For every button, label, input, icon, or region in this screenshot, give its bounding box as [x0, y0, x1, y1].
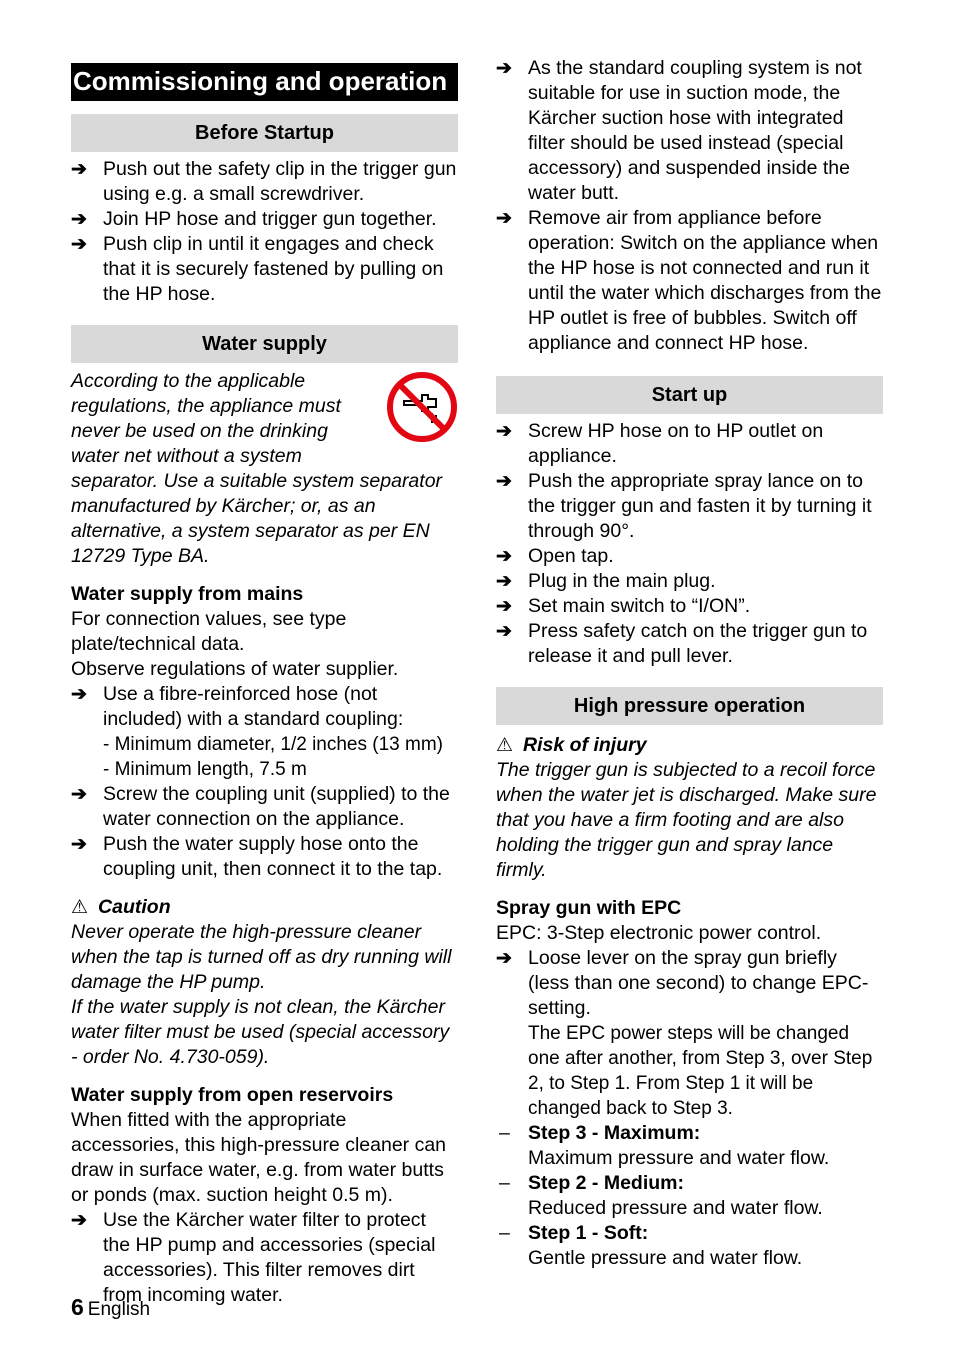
list-item: ➔ Screw the coupling unit (supplied) to the water connection on the appliance.: [71, 783, 450, 830]
footer-language: English: [87, 1299, 151, 1320]
arrow-right-icon: ➔: [71, 784, 87, 805]
arrow-right-icon: ➔: [496, 208, 512, 229]
list-item: ➔ Join HP hose and trigger gun together.: [71, 208, 437, 230]
arrow-right-icon: ➔: [71, 159, 87, 180]
warning-triangle-icon: ⚠: [496, 735, 514, 756]
list-item: ➔ Open tap.: [496, 545, 614, 567]
step-item: – Step 1 - Soft: Gentle pressure and water flow.: [499, 1222, 803, 1269]
list-item: ➔ Push the water supply hose onto the coupling unit, then connect it to the tap.: [71, 833, 443, 880]
drinking-water-note: According to the applicable regulations, the appliance must never be used on the drinking water net without a system separator. Use a suitable system separator manufactured by Kärcher; or, as an alternative, a system separator as per EN 12729 Type BA.: [71, 369, 458, 569]
step-item: – Step 2 - Medium: Reduced pressure and water flow.: [499, 1172, 823, 1219]
epc-title: Spray gun with EPC: [496, 897, 682, 919]
epc-item-continuation: The EPC power steps will be changed one after another, from Step 3, over Step 2, to Step 1. From Step 1 it will be changed back to Step 3.: [528, 1023, 873, 1119]
section-header-before-startup: Before Startup: [71, 114, 458, 152]
caution-heading: ⚠ Caution: [71, 896, 171, 918]
list-item: ➔ Push the appropriate spray lance on to the trigger gun and fasten it by turning it through 90°.: [496, 470, 872, 542]
list-item: ➔ Plug in the main plug.: [496, 570, 716, 592]
arrow-right-icon: ➔: [496, 948, 512, 969]
risk-text: The trigger gun is subjected to a recoil force when the water jet is discharged. Make sure that you have a firm footing and are also holding the trigger gun and spray lance firmly.: [496, 759, 877, 881]
arrow-right-icon: ➔: [496, 471, 512, 492]
arrow-right-icon: ➔: [496, 571, 512, 592]
page-footer: [71, 1295, 150, 1322]
list-item: ➔ As the standard coupling system is not suitable for use in suction mode, the Kärcher suction hose with integrated filter should be used instead (special accessory) and suspended inside the water butt.: [496, 57, 862, 204]
list-item: ➔ Loose lever on the spray gun briefly (less than one second) to change EPC-setting.: [496, 947, 869, 1019]
arrow-right-icon: ➔: [71, 209, 87, 230]
list-item: ➔ Screw HP hose on to HP outlet on appliance.: [496, 420, 824, 467]
reservoir-title: Water supply from open reservoirs: [71, 1084, 394, 1106]
reservoir-text: When fitted with the appropriate accessories, this high-pressure cleaner can draw in surface water, e.g. from water butts or ponds (max. suction height 0.5 m).: [71, 1109, 447, 1206]
mains-text-1: For connection values, see type plate/technical data.: [71, 608, 347, 655]
section-header-start-up: Start up: [496, 376, 883, 414]
page-title: Commissioning and operation: [71, 63, 458, 101]
list-item: ➔ Push out the safety clip in the trigger gun using e.g. a small screwdriver.: [71, 158, 457, 205]
list-item: ➔ Press safety catch on the trigger gun to release it and pull lever.: [496, 620, 868, 667]
arrow-right-icon: ➔: [496, 596, 512, 617]
start-up-list: [496, 419, 883, 669]
mains-sub-2: - Minimum length, 7.5 m: [103, 759, 307, 780]
warning-triangle-icon: ⚠: [71, 897, 89, 918]
list-item: ➔ Push clip in until it engages and check that it is securely fastened by pulling on the HP hose.: [71, 233, 444, 305]
before-startup-list: [71, 157, 458, 307]
list-item: ➔ Use the Kärcher water filter to protect the HP pump and accessories (special accessories). This filter removes dirt from incoming water.: [71, 1209, 436, 1306]
no-drinking-water-icon: [386, 371, 458, 443]
arrow-right-icon: ➔: [496, 621, 512, 642]
epc-text: EPC: 3-Step electronic power control.: [496, 922, 822, 944]
right-column: [496, 56, 883, 1271]
arrow-right-icon: ➔: [71, 684, 87, 705]
step-item: – Step 3 - Maximum: Maximum pressure and water flow.: [499, 1122, 830, 1169]
arrow-right-icon: ➔: [496, 421, 512, 442]
section-header-high-pressure: High pressure operation: [496, 687, 883, 725]
page-number: 6: [71, 1294, 84, 1320]
caution-text-1: Never operate the high-pressure cleaner when the tap is turned off as dry running will damage the HP pump.: [71, 921, 452, 993]
arrow-right-icon: ➔: [71, 1210, 87, 1231]
caution-text-2: If the water supply is not clean, the Kärcher water filter must be used (special accessory - order No. 4.730-059).: [71, 996, 450, 1068]
left-column: [71, 56, 458, 1308]
arrow-right-icon: ➔: [496, 58, 512, 79]
arrow-right-icon: ➔: [71, 234, 87, 255]
arrow-right-icon: ➔: [496, 546, 512, 567]
list-item: ➔ Set main switch to “I/ON”.: [496, 595, 751, 617]
list-item: ➔ Use a fibre-reinforced hose (not included) with a standard coupling:: [71, 683, 404, 730]
mains-text-2: Observe regulations of water supplier.: [71, 658, 399, 680]
arrow-right-icon: ➔: [71, 834, 87, 855]
list-item: ➔ Remove air from appliance before operation: Switch on the appliance when the HP hose is not connected and run it until the water which discharges from the HP outlet is free of bubbles. Switch off appliance and connect HP hose.: [496, 207, 882, 354]
risk-heading: ⚠ Risk of injury: [496, 734, 647, 756]
mains-sub-1: - Minimum diameter, 1/2 inches (13 mm): [103, 734, 443, 755]
mains-title: Water supply from mains: [71, 583, 304, 605]
section-header-water-supply: Water supply: [71, 325, 458, 363]
